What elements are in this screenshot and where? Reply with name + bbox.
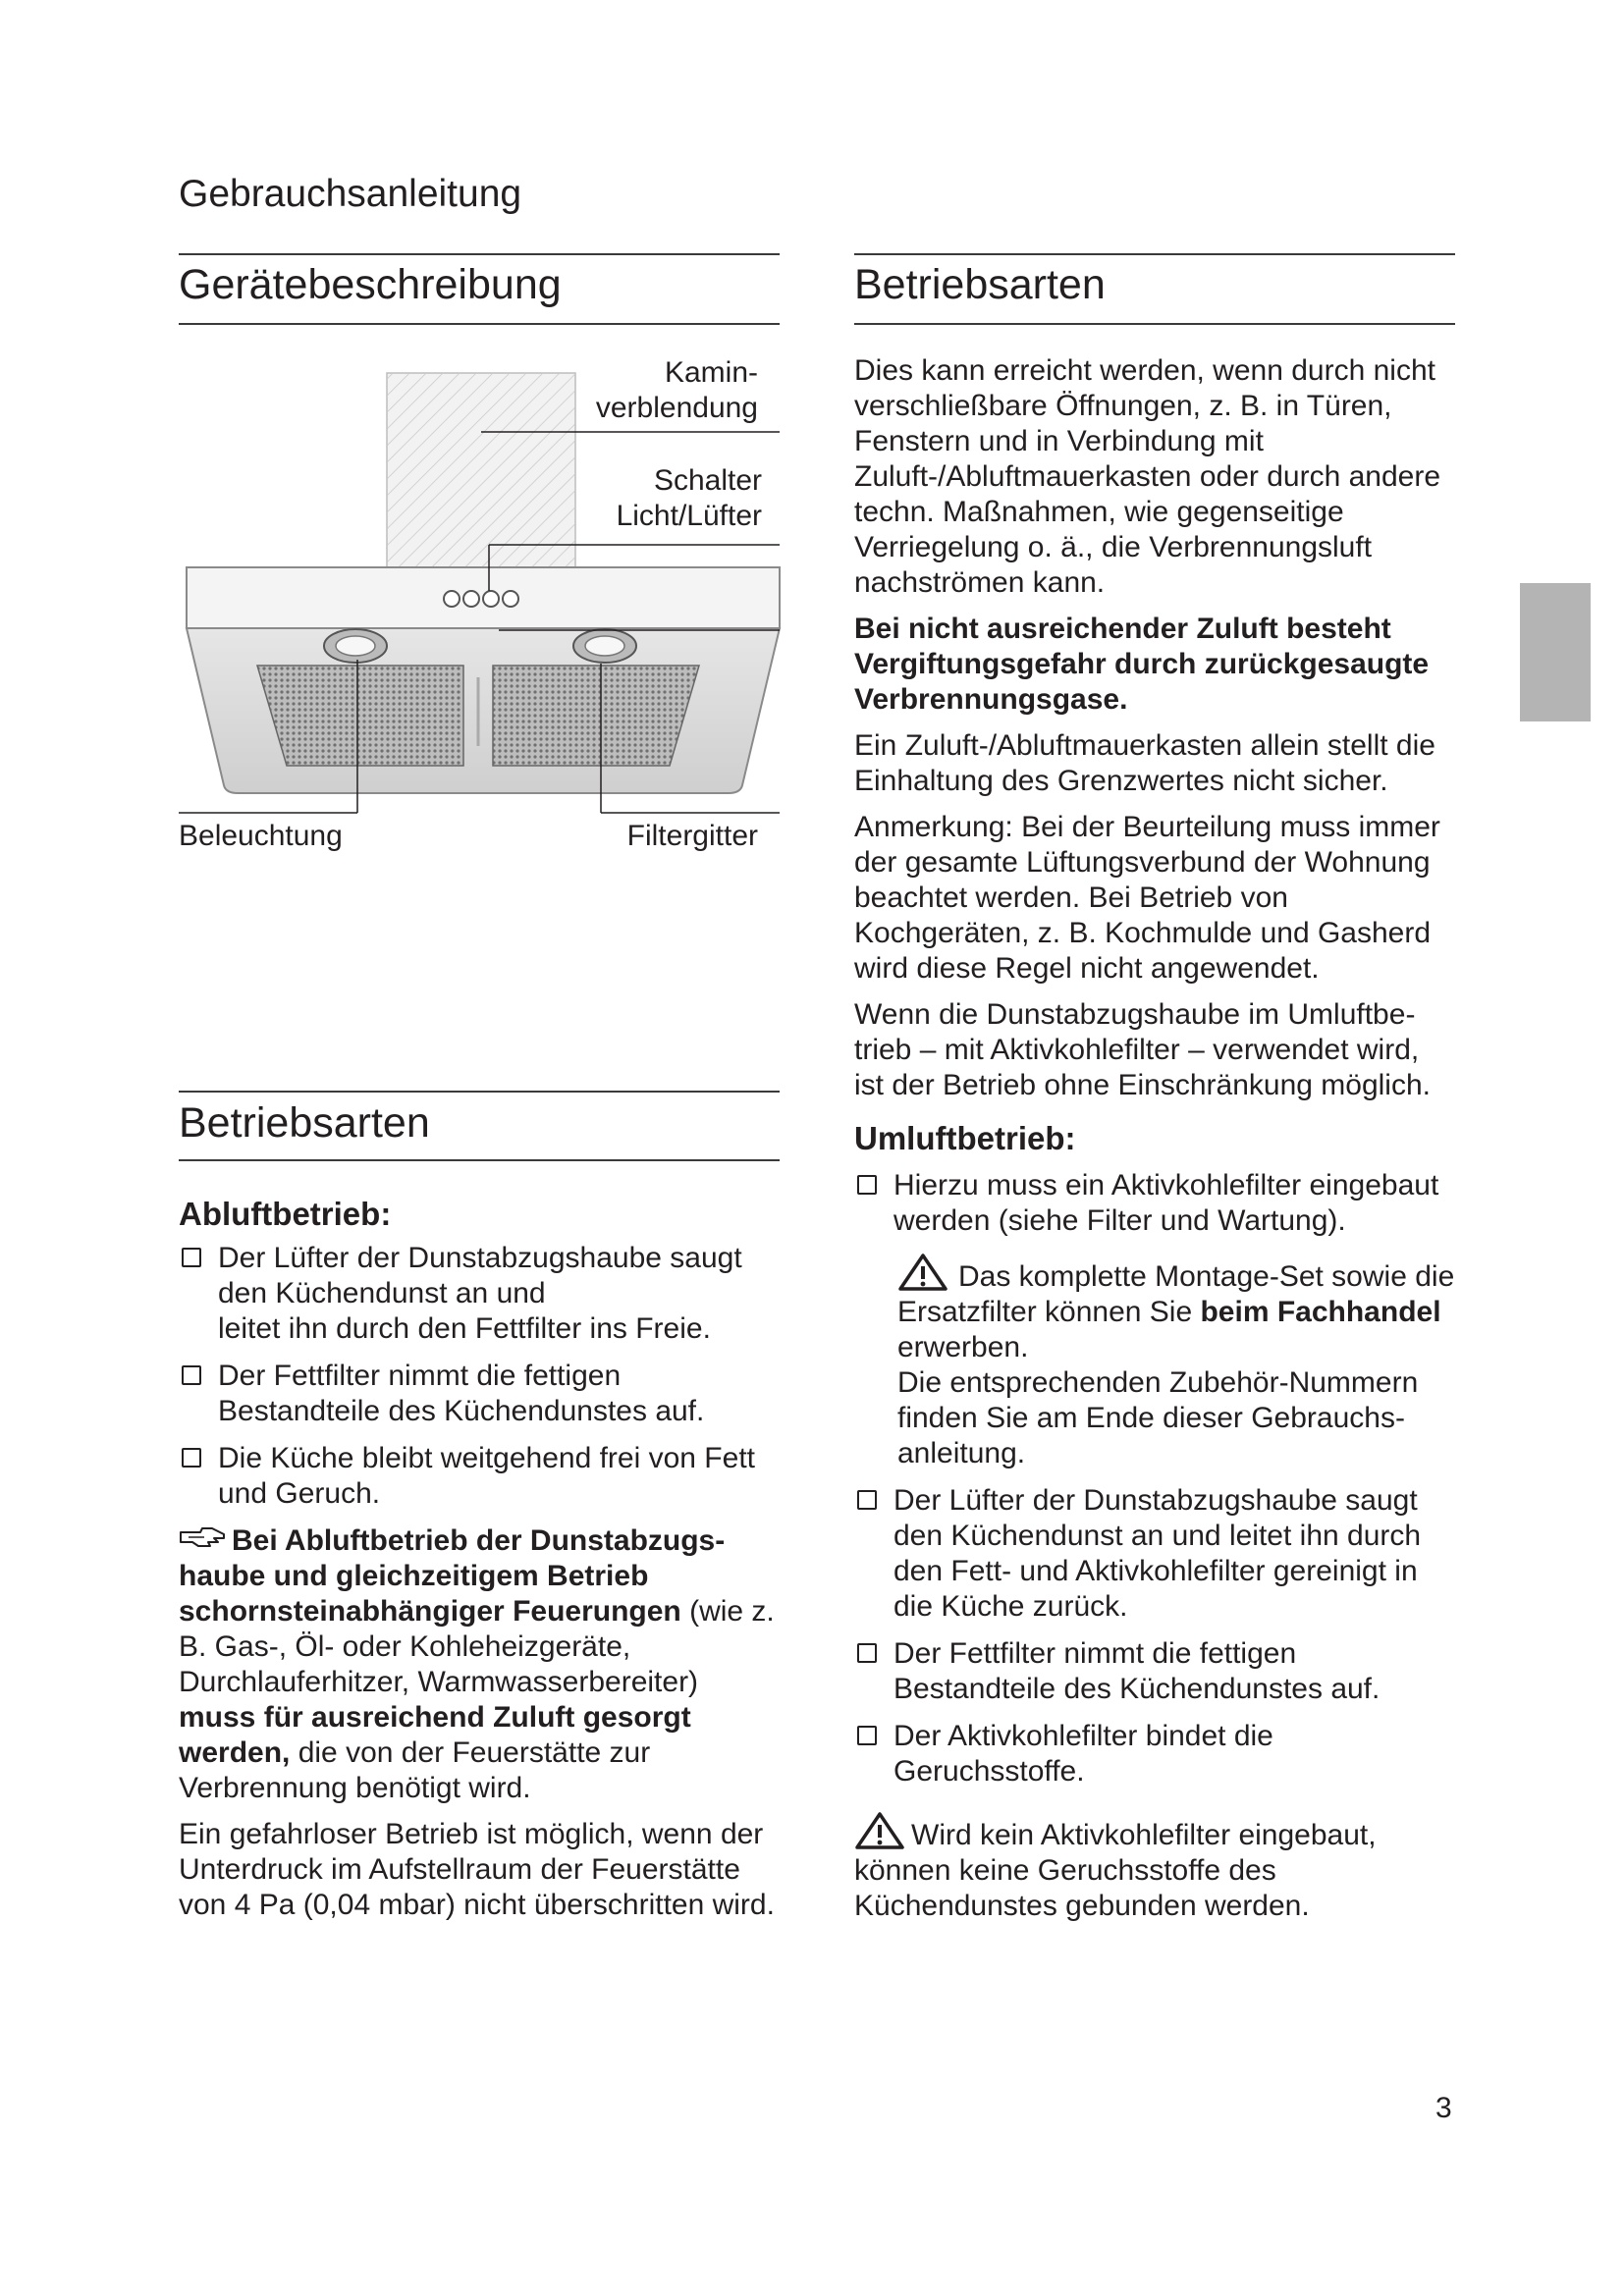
list-item: Die Küche bleibt weitgehend frei von Fett und Geruch.: [179, 1441, 780, 1512]
checkbox-bullet-icon: [857, 1643, 877, 1663]
rule-left-betrieb-bottom: [179, 1159, 780, 1161]
list-item: Der Lüfter der Dunstabzugshaube saugt den Küchendunst an und leitet ihn durch den Fettfilter ins Freie.: [179, 1241, 780, 1347]
right-paragraph-1: Dies kann erreicht werden, wenn durch nicht verschließbare Öffnungen, z. B. in Türen, Fenstern und in Verbindung mit Zuluft-/Abluftmauerkasten oder durch andere techn. Maßnahmen, wie gegenseitige Verriegelung o. ä., die Verbrennungsluft nachströmen kann.: [854, 354, 1440, 599]
umluft-heading: Umluftbetrieb:: [854, 1120, 1076, 1156]
right-paragraph-4: Wenn die Dunstabzugshaube im Umluftbetrieb – mit Aktivkohlefilter – verwendet wird, ist der Betrieb ohne Einschränkung möglich.: [854, 998, 1431, 1101]
section-heading-betriebsarten-right: Betriebsarten: [854, 261, 1106, 308]
list-item: Der Lüfter der Dunstabzugshaube saugt den Küchendunst an und leitet ihn durch den Fett- und Aktivkohlefilter gereinigt in die Küche zurück.: [854, 1483, 1455, 1625]
right-paragraph-3: Anmerkung: Bei der Beurteilung muss immer der gesamte Lüftungsverbund der Wohnung beachtet werden. Bei Betrieb von Kochgeräten, z. B. Kochmulde und Gasherd wird diese Regel nicht angewendet.: [854, 811, 1440, 985]
list-item: Der Fettfilter nimmt die fettigen Bestandteile des Küchendunstes auf.: [179, 1359, 780, 1429]
label-filtergitter: Filtergitter: [626, 820, 758, 852]
pointing-hand-icon: [179, 1524, 228, 1552]
label-beleuchtung: Beleuchtung: [179, 820, 343, 852]
range-hood-diagram: [179, 353, 787, 864]
checkbox-bullet-icon: [857, 1490, 877, 1510]
rule-right-top: [854, 253, 1455, 255]
final-warning-paragraph: Wird kein Aktivkohlefilter eingebaut, können keine Geruchsstoffe des Küchendunstes gebunden werden.: [854, 1811, 1455, 1924]
left-column-body: [179, 1241, 780, 1934]
page-number: 3: [1435, 2092, 1452, 2124]
rule-right-mid: [854, 323, 1455, 325]
section-heading-betriebsarten-left: Betriebsarten: [179, 1099, 430, 1147]
right-column-body: [854, 353, 1455, 1935]
label-kamin: Kamin- verblendung: [595, 356, 758, 424]
abluft-note: Bei Abluftbetrieb der Dunstabzugshaube und gleichzeitigem Betrieb schornsteinabhängiger Feuerungen (wie z. B. Gas-, Öl- oder Kohleheizgeräte, Durchlauferhitzer, Warmwasserbereiter) muss für ausreichend Zuluft gesorgt werden, die von der Feuerstätte zur Verbrennung benötigt wird.: [179, 1524, 775, 1804]
montage-set-note: Das komplette Montage-Set sowie die Ersatzfilter können Sie beim Fachhandel erwerben. Die entsprechenden Zubehör-Nummern finden Sie am Ende dieser Gebrauchsanleitung.: [854, 1253, 1455, 1471]
list-item: Der Aktivkohlefilter bindet die Geruchsstoffe.: [854, 1719, 1455, 1789]
rule-left-betrieb-top: [179, 1091, 780, 1093]
label-schalter: Schalter Licht/Lüfter: [616, 464, 762, 532]
section-heading-geraetebeschreibung: Gerätebeschreibung: [179, 261, 562, 308]
checkbox-bullet-icon: [182, 1365, 201, 1385]
checkbox-bullet-icon: [182, 1448, 201, 1468]
warning-paragraph: Bei nicht ausreichender Zuluft besteht Vergiftungsgefahr durch zurückgesaugte Verbrennungsgase.: [854, 613, 1430, 716]
page-title: Gebrauchsanleitung: [179, 173, 522, 215]
checkbox-bullet-icon: [182, 1248, 201, 1267]
gefahrlos-paragraph: Ein gefahrloser Betrieb ist möglich, wenn der Unterdruck im Aufstellraum der Feuerstätte von 4 Pa (0,04 mbar) nicht überschritten wird.: [179, 1818, 775, 1921]
range-hood-illustration: [179, 353, 787, 864]
warning-triangle-icon: [897, 1253, 948, 1292]
rule-left-top: [179, 253, 780, 255]
right-paragraph-2: Ein Zuluft-/Abluftmauerkasten allein stellt die Einhaltung des Grenzwertes nicht sicher.: [854, 729, 1435, 797]
checkbox-bullet-icon: [857, 1175, 877, 1195]
language-tab-marker: [1520, 583, 1591, 721]
list-item: Der Fettfilter nimmt die fettigen Bestandteile des Küchendunstes auf.: [854, 1636, 1455, 1707]
rule-left-mid: [179, 323, 780, 325]
abluft-heading: Abluftbetrieb:: [179, 1196, 392, 1232]
warning-triangle-icon: [854, 1811, 905, 1850]
list-item: Hierzu muss ein Aktivkohlefilter eingebaut werden (siehe Filter und Wartung).: [854, 1168, 1455, 1239]
checkbox-bullet-icon: [857, 1726, 877, 1745]
